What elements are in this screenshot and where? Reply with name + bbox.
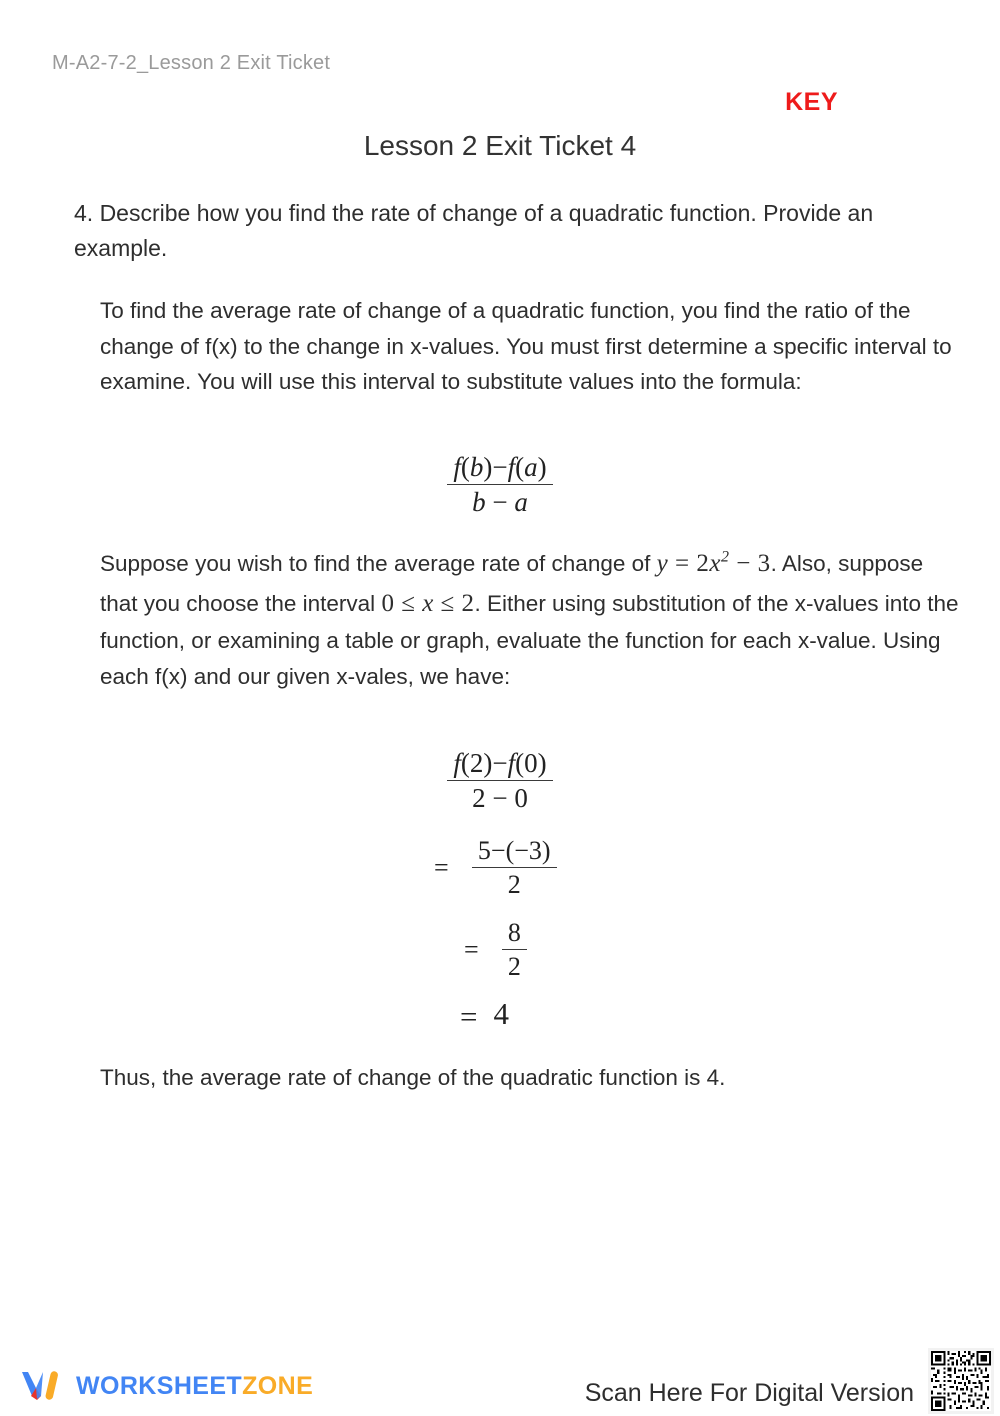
fraction-step-2 (472, 836, 557, 900)
logo-word-worksheet: WORKSHEET (76, 1371, 243, 1400)
fraction-numerator: 5−(−3) (472, 836, 557, 868)
equation-step-4-result (460, 996, 509, 1035)
scan-instruction-text: Scan Here For Digital Version (584, 1379, 914, 1407)
qr-code[interactable] (928, 1348, 994, 1414)
page-title: Lesson 2 Exit Ticket 4 (363, 130, 637, 161)
equals-sign: = (464, 935, 479, 964)
fraction-numerator: f(b)−f(a) (447, 452, 552, 485)
logo-word-zone: ZONE (242, 1371, 314, 1400)
fraction-denominator: 2 (507, 870, 521, 899)
answer-paragraph-1: To find the average rate of change of a quadratic function, you find the ratio of the change of f(x) to the change in x-values. You must first determine a specific interval to examine. You will use this interval to substitute values into the formula: (100, 298, 952, 395)
fraction-numerator: f(2)−f(0) (447, 748, 552, 781)
key-badge: KEY (785, 88, 838, 116)
equation-step-3 (464, 918, 527, 982)
paragraph-2-text-part-1: Suppose you wish to find the average rate of change of (100, 551, 651, 576)
final-result-value: 4 (493, 996, 509, 1031)
math-f-b: f (453, 452, 461, 482)
fraction-numerator: 8 (502, 918, 527, 950)
fraction-denominator: 2 − 0 (472, 783, 528, 813)
general-rate-of-change-formula (0, 452, 1000, 518)
fraction-denominator: b − a (472, 487, 528, 517)
worksheet-zone-logo[interactable] (18, 1366, 313, 1406)
equation-step-2 (434, 836, 557, 900)
fraction-denominator: 2 (507, 952, 521, 981)
equals-sign: = (460, 998, 478, 1034)
inline-math-interval: 0 ≤ x ≤ 2 (381, 589, 475, 617)
logo-wordmark (76, 1372, 313, 1401)
document-header-label: M-A2-7-2_Lesson 2 Exit Ticket (52, 52, 331, 74)
paragraph-2-text-part-3: . Either using substitution of the x-values into the function, or examining a table or graph, evaluate the function for each x-value. Using each f(x) and our given x-vales, we have: (100, 590, 959, 689)
paragraph-2-text-part-2: . Also, suppose that you choose the interval (100, 551, 924, 616)
answer-paragraph-2 (100, 544, 962, 694)
answer-conclusion: Thus, the average rate of change of the quadratic function is 4. (100, 1065, 726, 1090)
equals-sign: = (434, 853, 449, 882)
fraction-step-1 (447, 748, 552, 814)
equation-step-1 (0, 748, 1000, 814)
math-f-a: f (507, 452, 516, 482)
inline-math-quadratic: $y = 2x^2 - 3$ (656, 548, 771, 577)
fraction-step-3 (502, 918, 527, 982)
question-text: 4. Describe how you find the rate of change of a quadratic function. Provide an example. (74, 200, 874, 261)
qr-code-icon (931, 1351, 991, 1411)
fraction-general (447, 452, 552, 518)
logo-w-mark-icon (18, 1366, 64, 1406)
